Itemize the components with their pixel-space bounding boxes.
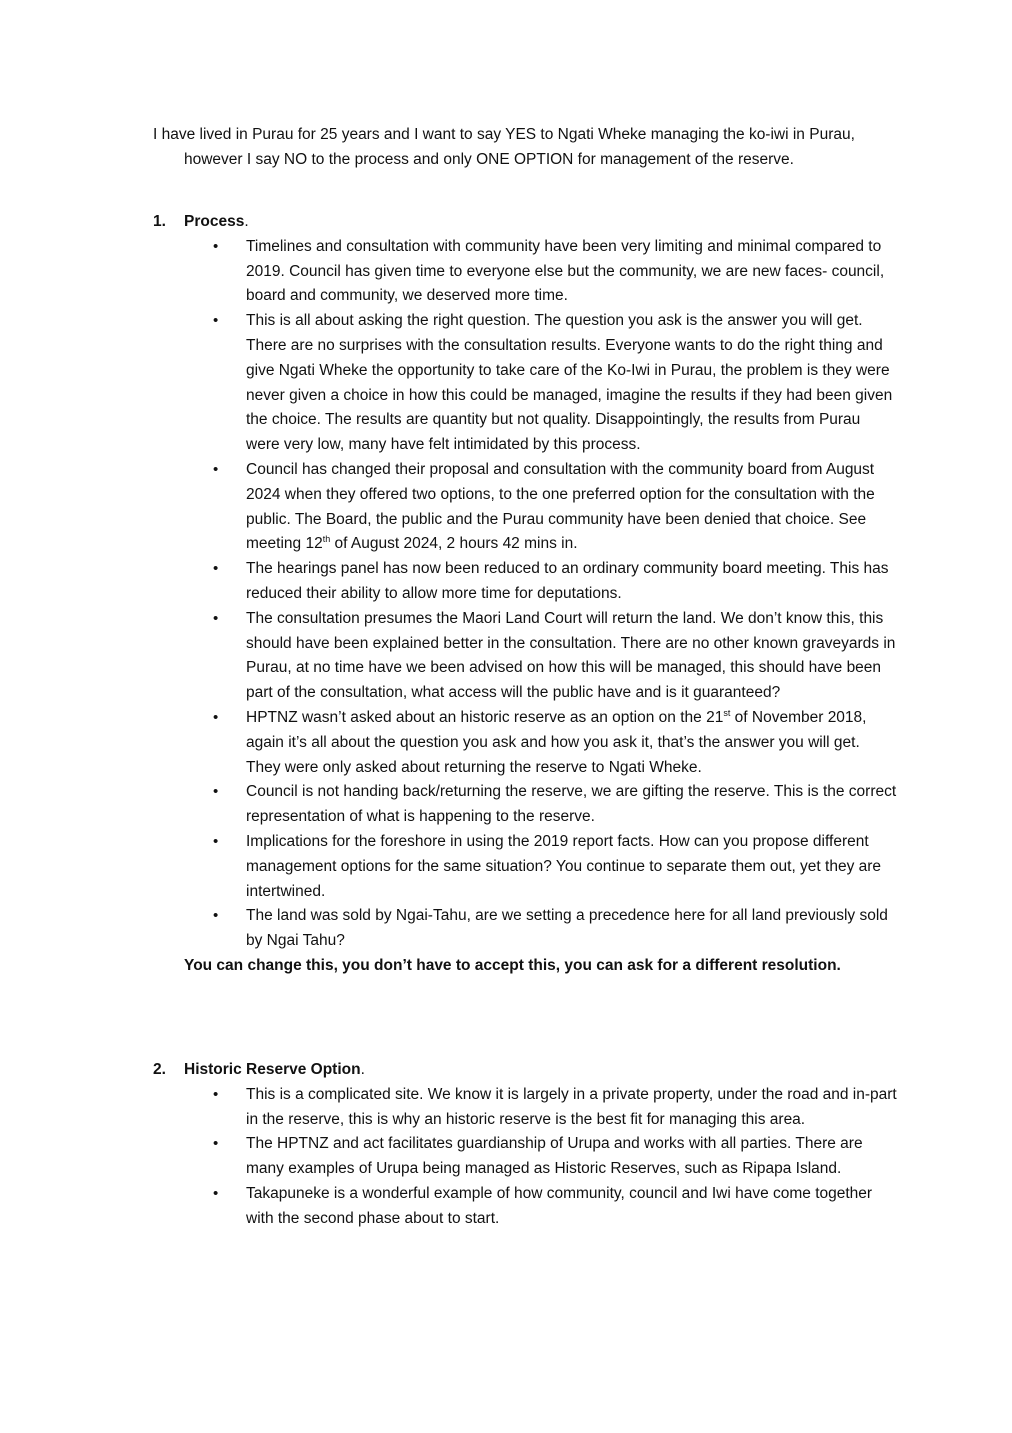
section-title: Process bbox=[184, 213, 245, 230]
historic-bullet-list bbox=[153, 1083, 898, 1232]
list-item-text: The consultation presumes the Maori Land Court will return the land. We don’t know this, this should have been explained better in the consultation. There are no other known graveyards in Purau, at no time have we been advised on how this will be managed, this should have been part of the consultation, what access will the public have and is it guaranteed? bbox=[246, 609, 896, 702]
list-item-text: Timelines and consultation with community have been very limiting and minimal compared to 2019. Council has given time to everyone else but the community, we are new faces- council, board and community, we deserved more time. bbox=[246, 237, 885, 305]
list-item-text: Implications for the foreshore in using the 2019 report facts. How can you propose different management options for the same situation? You continue to separate them out, yet they are intertwined. bbox=[246, 832, 882, 900]
list-item bbox=[153, 904, 898, 954]
list-item bbox=[153, 235, 898, 309]
list-item bbox=[153, 607, 898, 706]
ordinal-suffix: th bbox=[322, 534, 331, 545]
list-item-text: of November 2018, again it’s all about the question you ask and how you ask it, that’s the answer you will get. They were only asked about returning the reserve to Ngati Wheke. bbox=[246, 708, 867, 776]
list-item-text: The land was sold by Ngai-Tahu, are we setting a precedence here for all land previously sold by Ngai Tahu? bbox=[246, 907, 888, 950]
ordinal-suffix: st bbox=[723, 707, 731, 718]
section-number: 1. bbox=[153, 213, 166, 230]
list-item bbox=[153, 458, 898, 557]
list-item bbox=[153, 780, 898, 830]
section-title-suffix: . bbox=[360, 1061, 365, 1078]
process-bullet-list bbox=[153, 235, 898, 954]
list-item bbox=[153, 706, 898, 780]
list-item bbox=[153, 1182, 898, 1232]
list-item bbox=[153, 1132, 898, 1182]
list-item-text: HPTNZ wasn’t asked about an historic reserve as an option on the 21 bbox=[246, 708, 724, 726]
section-number: 2. bbox=[153, 1061, 166, 1078]
list-item-text: This is a complicated site. We know it is largely in a private property, under the road and in-part in the reserve, this is why an historic reserve is the best fit for managing this area. bbox=[246, 1085, 897, 1128]
historic-heading bbox=[153, 1058, 898, 1083]
list-item-text: The hearings panel has now been reduced to an ordinary community board meeting. This has reduced their ability to allow more time for deputations. bbox=[246, 560, 889, 602]
section-title: Historic Reserve Option bbox=[184, 1061, 361, 1078]
list-item-text: Takapuneke is a wonderful example of how community, council and Iwi have come together with the second phase about to start. bbox=[246, 1184, 873, 1227]
list-item-text: of August 2024, 2 hours 42 mins in. bbox=[330, 535, 578, 553]
closing-statement: You can change this, you don’t have to accept this, you can ask for a different resolution. bbox=[184, 956, 841, 974]
intro-paragraph: I have lived in Purau for 25 years and I want to say YES to Ngati Wheke managing the ko-iwi in Purau, however I say NO to the process and only ONE OPTION for management of the reserve. bbox=[153, 126, 855, 168]
list-item-text: Council is not handing back/returning the reserve, we are gifting the reserve. This is the correct representation of what is happening to the reserve. bbox=[246, 783, 897, 826]
list-item-text: This is all about asking the right question. The question you ask is the answer you will get. There are no surprises with the consultation results. Everyone wants to do the right thing and give Ngati Wheke the opportunity to take care of the Ko-Iwi in Purau, the problem is they were never given a choice in how this could be managed, imagine the results if they had been given the choice. The results are quantity but not quality. Disappointingly, the results from Purau were very low, many have felt intimidated by this process. bbox=[246, 312, 893, 454]
list-item-text: The HPTNZ and act facilitates guardianship of Urupa and works with all parties. There are many examples of Urupa being managed as Historic Reserves, such as Ripapa Island. bbox=[246, 1135, 863, 1178]
process-heading bbox=[153, 210, 898, 235]
list-item bbox=[153, 557, 898, 607]
list-item-text: Council has changed their proposal and consultation with the community board from August 2024 when they offered two options, to the one preferred option for the consultation with the public. The Board, the public and the Purau community have been denied that choice. See meeting 12 bbox=[246, 460, 875, 553]
list-item bbox=[153, 830, 898, 904]
list-item bbox=[153, 1083, 898, 1133]
process-section bbox=[153, 210, 898, 979]
section-heading-text bbox=[184, 210, 249, 235]
list-item bbox=[153, 309, 898, 458]
historic-reserve-section bbox=[153, 1058, 898, 1232]
section-heading-text bbox=[184, 1058, 365, 1083]
section-title-suffix: . bbox=[244, 213, 249, 230]
